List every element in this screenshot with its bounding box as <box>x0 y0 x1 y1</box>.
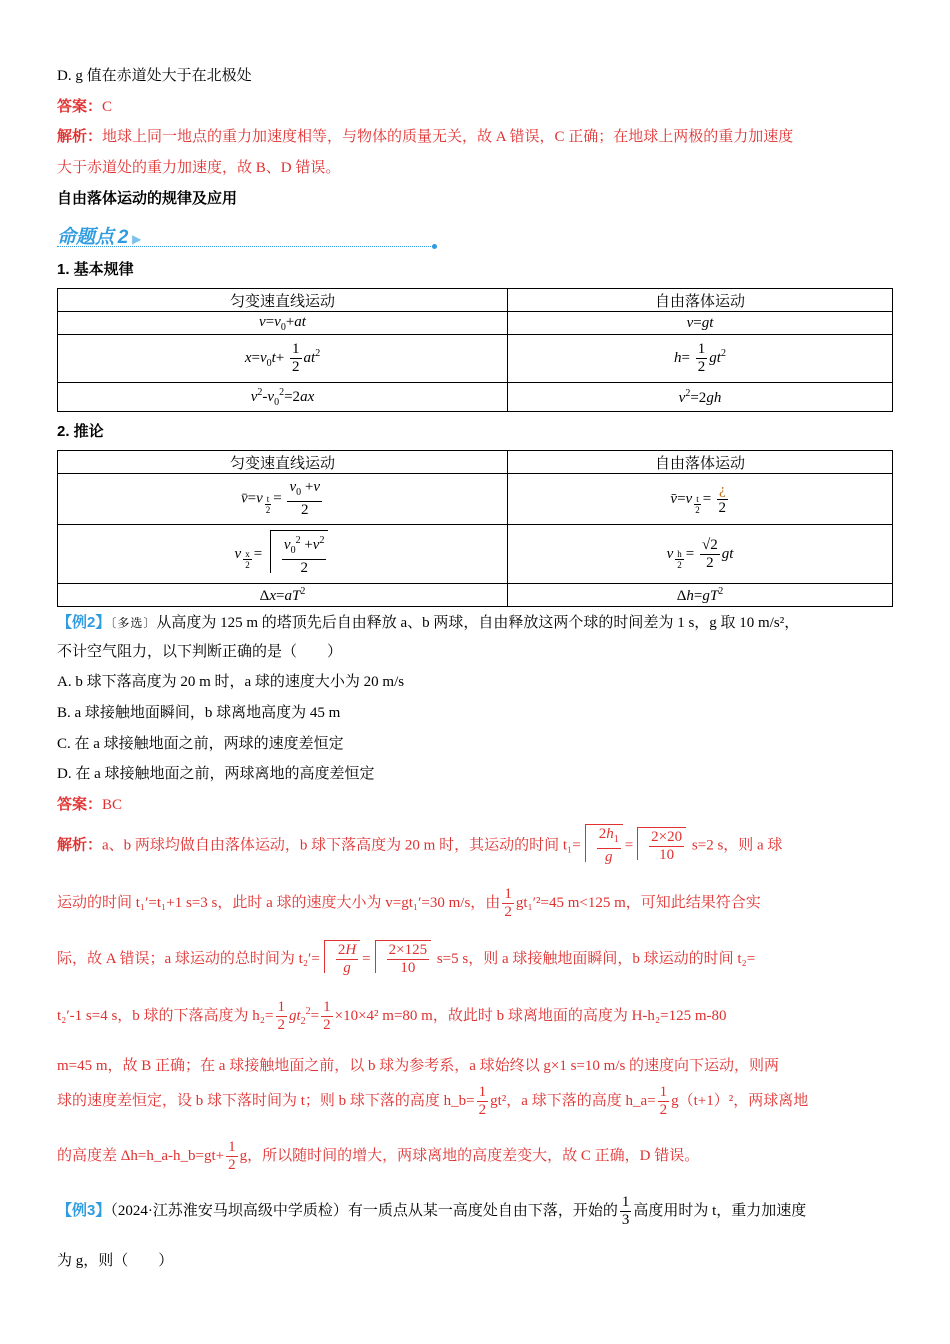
formula-midpoint-velocity: v $_{\frac{x}{2}}$ = $\frac{v_0^2 +v^2}{2}$ <box>58 525 508 584</box>
analysis-text: 球的速度差恒定，设 b 球下落时间为 t；则 b 球下落的高度 h_b= <box>57 1092 475 1109</box>
formula-free-midpoint-velocity: v $_{\frac{h}{2}}$ = $\frac{√2}{2}$ gt <box>508 525 893 584</box>
analysis-text: ×10×4² m=80 m，故此时 b 球离地面的高度为 H-h₂=125 m-80 <box>334 1007 727 1024</box>
table-row <box>58 312 893 335</box>
example2-option-b: B. a 球接触地面瞬间，b 球离地高度为 45 m <box>57 705 341 721</box>
example2-option-c: C. 在 a 球接触地面之前，两球的速度差恒定 <box>57 736 344 752</box>
answer-value: C <box>102 99 113 115</box>
analysis-text: 际，故 A 错误；a 球运动的总时间为 t₂′= <box>57 950 320 967</box>
analysis-text: t₂′-1 s=4 s，b 球的下落高度为 h₂= <box>57 1007 274 1024</box>
example3-stem-line2: 为 g，则（ ） <box>57 1253 174 1269</box>
example2-answer-value: BC <box>102 797 123 813</box>
example2-label: 【例2】 <box>57 614 111 631</box>
table1-col2: 自由落体运动 <box>508 289 893 312</box>
analysis-text: a、b 两球均做自由落体运动，b 球下落高度为 20 m 时，其运动的时间 t₁= <box>102 837 581 854</box>
example2-stem-line1 <box>57 611 799 632</box>
analysis-text: gt₁′²=45 m<125 m，可知此结果符合实 <box>515 894 761 911</box>
example2-option-d: D. 在 a 球接触地面之前，两球离地的高度差恒定 <box>57 766 375 782</box>
formula-free-vel-height: $v^2=2gh$ <box>508 383 893 412</box>
formula-vel-disp: $v^2-v_0^2=2ax$ <box>58 383 508 412</box>
table-row <box>58 474 893 525</box>
example2-analysis-line3: 际，故 A 错误；a 球运动的总时间为 t₂′= $\frac{2H}{g}$ = $\frac{2\times 125}{10}$ s=5 s，则 a 球接触地面瞬间，b 球运动的时间 t₂= <box>57 942 756 976</box>
topic-badge <box>57 222 141 249</box>
example2-analysis-line1: 解析：a、b 两球均做自由落体运动，b 球下落高度为 20 m 时，其运动的时间 t₁= $\frac{2h_1}{g}$ = $\frac{2\times 20}{10}$ s=2 s，则 a 球 <box>57 826 783 865</box>
example3-stem-line1: 【例3】（2024·江苏淮安马坝高级中学质检）有一质点从某一高度处自由下落，开始的 $\frac{1}{3}$ 高度用时为 t，重力加速度 <box>57 1194 807 1228</box>
example2-stem-line2: 不计空气阻力，以下判断正确的是（ ） <box>57 644 343 660</box>
table-row <box>58 289 893 312</box>
table1-heading: 1. 基本规律 <box>57 261 134 278</box>
analysis-line-1 <box>57 125 793 146</box>
topic-badge-label: 命题点 <box>57 227 115 248</box>
example2-analysis-line5: m=45 m，故 B 正确；在 a 球接触地面之前，以 b 球为参考系，a 球始终以 g×1 s=10 m/s 的速度向下运动，则两 <box>57 1058 780 1074</box>
example2-analysis-line7: 的高度差 Δh=h_a-h_b=gt+ $\frac{1}{2}$ g，所以随时间的增大，两球离地的高度差变大，故 C 正确，D 错误。 <box>57 1139 700 1173</box>
analysis-text: 运动的时间 t₁′=t₁+1 s=3 s，此时 a 球的速度大小为 v=gt₁′=30 m/s，由 <box>57 894 501 911</box>
example2-answer-label: 答案： <box>57 797 103 813</box>
formula-delta-h: $\Delta h=gT^2$ <box>508 584 893 607</box>
table-row <box>58 525 893 584</box>
analysis-text: 地球上同一地点的重力加速度相等，与物体的质量无关，故 A 错误，C 正确；在地球上两极的重力加速度 <box>102 129 794 145</box>
analysis-text: g，所以随时间的增大，两球离地的高度差变大，故 C 正确，D 错误。 <box>239 1147 700 1164</box>
basic-rules-table <box>57 288 893 412</box>
example2-stem: 从高度为 125 m 的塔顶先后自由释放 a、b 两球，自由释放这两个球的时间差为 1 s，g 取 10 m/s²， <box>156 615 800 631</box>
analysis-text: 的高度差 Δh=h_a-h_b=gt+ <box>57 1147 225 1164</box>
example2-analysis-label: 解析： <box>57 837 103 854</box>
example3-stem: （2024·江苏淮安马坝高级中学质检）有一质点从某一高度处自由下落，开始的 <box>110 1202 618 1219</box>
formula-average-velocity: v̄=v $_{\frac{t}{2}}$ = $\frac{v_0 +v}{2}$ <box>58 474 508 525</box>
table2-heading: 2. 推论 <box>57 423 104 440</box>
table2-col1: 匀变速直线运动 <box>58 451 508 474</box>
table1-col1: 匀变速直线运动 <box>58 289 508 312</box>
corollary-table <box>57 450 893 607</box>
formula-delta-x: $\Delta x=aT^2$ <box>58 584 508 607</box>
divider-dot <box>432 244 437 249</box>
table-row <box>58 335 893 383</box>
table-row <box>58 383 893 412</box>
answer-line <box>57 95 112 116</box>
section-title: 自由落体运动的规律及应用 <box>57 190 238 207</box>
analysis-label: 解析： <box>57 129 103 145</box>
topic-badge-number: 2 <box>117 227 129 248</box>
table-row <box>58 584 893 607</box>
analysis-text: gt²，a 球下落的高度 h_a= <box>490 1092 656 1109</box>
formula-displacement: $x=v_0t+$ $\frac{1}{2}$ $at^2$ <box>58 335 508 383</box>
example2-analysis-line4: t₂′-1 s=4 s，b 球的下落高度为 h₂= $\frac{1}{2}$ $gt_2^2=$ $\frac{1}{2}$ ×10×4² m=80 m，故此时 b 球离地面的高度为 H-h₂=125 m-80 <box>57 999 727 1033</box>
example2-analysis-line2: 运动的时间 t₁′=t₁+1 s=3 s，此时 a 球的速度大小为 v=gt₁′=30 m/s，由 $\frac{1}{2}$ gt₁′²=45 m<125 m，可知此结果符合实 <box>57 886 761 920</box>
analysis-text: s=2 s，则 a 球 <box>691 837 783 854</box>
table-row <box>58 451 893 474</box>
option-d: D. g 值在赤道处大于在北极处 <box>57 68 252 84</box>
answer-label: 答案： <box>57 99 103 115</box>
multi-choice-tag: 〔多选〕 <box>110 616 157 630</box>
table2-col2: 自由落体运动 <box>508 451 893 474</box>
formula-velocity: $v=v_0+at$ <box>58 312 508 335</box>
example2-answer <box>57 793 122 814</box>
analysis-text: g（t+1）²，两球离地 <box>671 1092 809 1109</box>
analysis-text: s=5 s，则 a 球接触地面瞬间，b 球运动的时间 t₂= <box>436 950 756 967</box>
example2-option-a: A. b 球下落高度为 20 m 时，a 球的速度大小为 20 m/s <box>57 674 405 690</box>
example3-stem: 高度用时为 t，重力加速度 <box>633 1202 807 1219</box>
example2-analysis-line6: 球的速度差恒定，设 b 球下落时间为 t；则 b 球下落的高度 h_b= $\frac{1}{2}$ gt²，a 球下落的高度 h_a= $\frac{1}{2}$ g（t+1）²，两球离地 <box>57 1084 809 1118</box>
formula-free-average-velocity: v̄=v $_{\frac{t}{2}}$ = $\frac{¿}{2}$ <box>508 474 893 525</box>
formula-free-height: h= $\frac{1}{2}$ $gt^2$ <box>508 335 893 383</box>
example3-label: 【例3】 <box>57 1201 111 1219</box>
analysis-line-2: 大于赤道处的重力加速度，故 B、D 错误。 <box>57 160 341 176</box>
formula-free-velocity: v=gt <box>508 312 893 335</box>
play-triangle-icon: ▶ <box>132 232 142 246</box>
topic-divider <box>57 246 435 247</box>
